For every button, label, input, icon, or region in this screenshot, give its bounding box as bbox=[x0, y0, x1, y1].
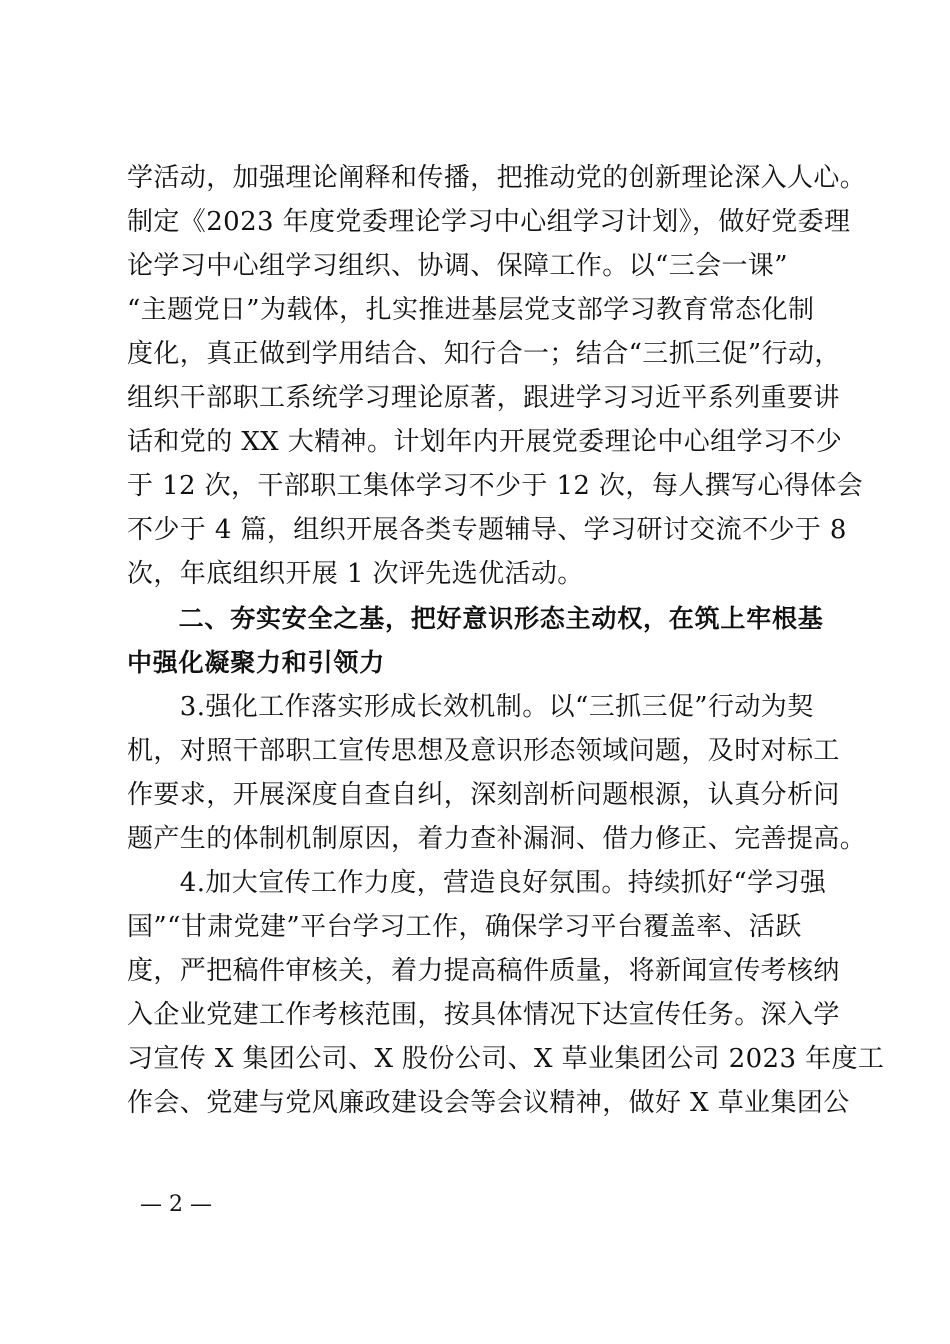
body-text-line: 制定《2023 年度党委理论学习中心组学习计划》，做好党委理 bbox=[127, 207, 851, 237]
body-text-line: 不少于 4 篇，组织开展各类专题辅导、学习研讨交流不少于 8 bbox=[127, 515, 847, 545]
body-text-line: 组织干部职工系统学习理论原著，跟进学习习近平系列重要讲 bbox=[127, 383, 840, 413]
section-heading-line: 二、夯实安全之基，把好意识形态主动权，在筑上牢根基 bbox=[127, 604, 824, 633]
body-text-line: 题产生的体制机制原因，着力查补漏洞、借力修正、完善提高。 bbox=[127, 824, 867, 854]
body-text-line: 国”“甘肃党建”平台学习工作，确保学习平台覆盖率、活跃 bbox=[127, 912, 802, 942]
body-text-line: 习宣传 X 集团公司、X 股份公司、X 草业集团公司 2023 年度工 bbox=[127, 1044, 885, 1074]
body-text-line: 机，对照干部职工宣传思想及意识形态领域问题，及时对标工 bbox=[127, 736, 840, 766]
body-text-line: 学活动，加强理论阐释和传播，把推动党的创新理论深入人心。 bbox=[127, 163, 867, 193]
page-number: — 2 — bbox=[140, 1192, 212, 1217]
body-text-line: 4.加大宣传工作力度，营造良好氛围。持续抓好“学习强 bbox=[127, 868, 827, 898]
body-text-line: 度化，真正做到学用结合、知行合一；结合“三抓三促”行动， bbox=[127, 339, 841, 369]
body-text-line: 入企业党建工作考核范围，按具体情况下达宣传任务。深入学 bbox=[127, 1000, 840, 1030]
section-heading-line: 中强化凝聚力和引领力 bbox=[127, 648, 386, 677]
body-text-line: 作要求，开展深度自查自纠，深刻剖析问题根源，认真分析问 bbox=[127, 780, 840, 810]
body-text-line: 于 12 次，干部职工集体学习不少于 12 次，每人撰写心得体会 bbox=[127, 471, 864, 501]
body-text-line: 话和党的 XX 大精神。计划年内开展党委理论中心组学习不少 bbox=[127, 427, 843, 457]
body-text-line: 作会、党建与党风廉政建设会等会议精神，做好 X 草业集团公 bbox=[127, 1088, 850, 1118]
body-text-line: 次，年底组织开展 1 次评先选优活动。 bbox=[127, 559, 584, 589]
body-text-line: 3.强化工作落实形成长效机制。以“三抓三促”行动为契 bbox=[127, 692, 814, 722]
body-text-line: 度，严把稿件审核关，着力提高稿件质量，将新闻宣传考核纳 bbox=[127, 956, 840, 986]
body-text-line: 论学习中心组学习组织、协调、保障工作。以“三会一课” bbox=[127, 251, 788, 281]
body-text-line: “主题党日”为载体，扎实推进基层党支部学习教育常态化制 bbox=[127, 295, 815, 325]
